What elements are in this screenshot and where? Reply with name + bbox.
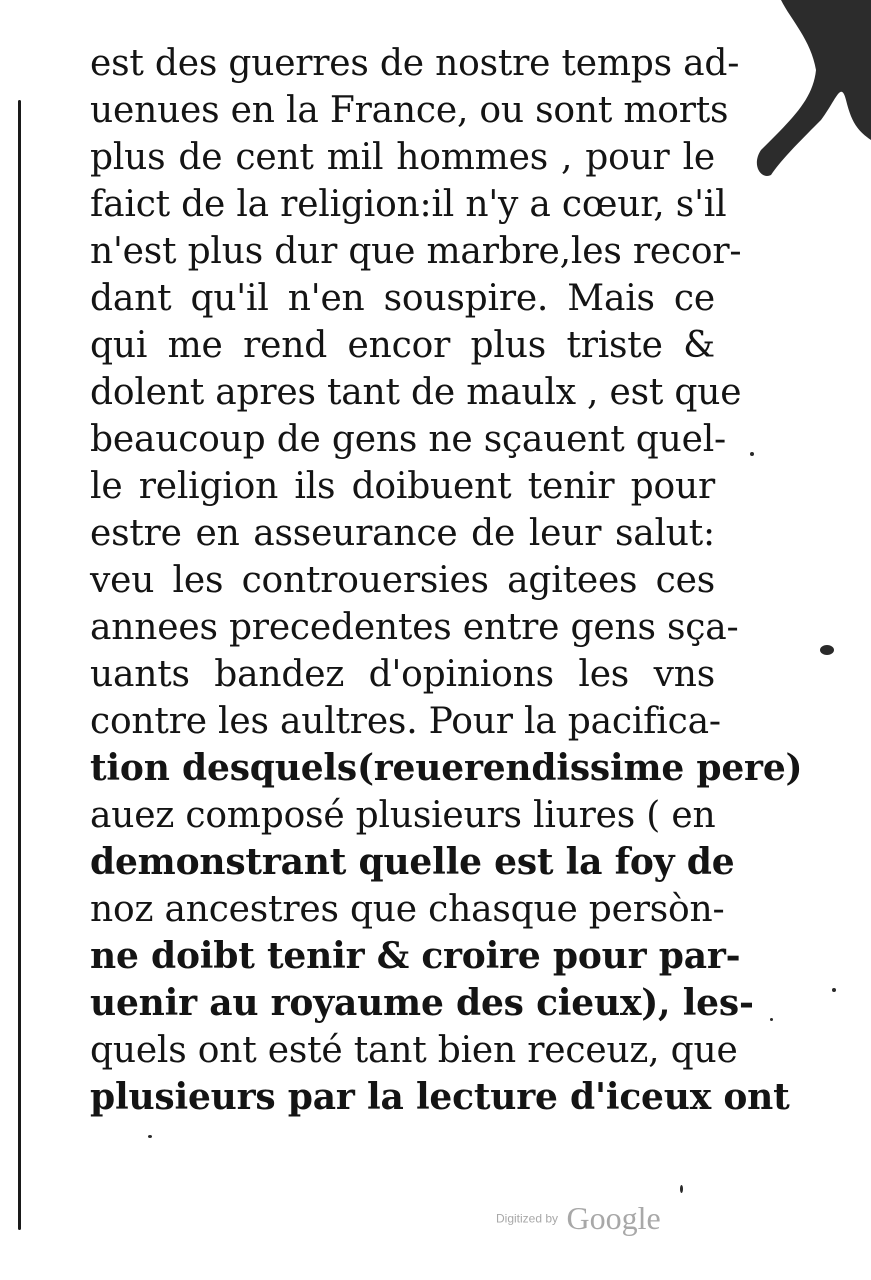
ink-speck (820, 645, 834, 655)
text-line-19: noz ancestres que chasque persòn- (90, 889, 725, 930)
ink-speck (750, 452, 754, 456)
text-line-4: faict de la religion:il n'y a cœur, s'il (90, 184, 727, 225)
watermark-prefix: Digitized by (496, 1211, 559, 1226)
text-line-2: uenues en la France, ou sont morts (90, 90, 729, 131)
text-line-23: plusieurs par la lecture d'iceux ont (90, 1076, 790, 1118)
text-line-15: contre les aultres. Pour la pacifica- (90, 701, 721, 742)
text-line-7: qui me rend encor plus triste & (90, 325, 715, 366)
ink-speck (680, 1185, 683, 1193)
ink-blot-mark (721, 0, 871, 200)
text-line-5: n'est plus dur que marbre,les recor- (90, 231, 742, 272)
ink-speck (832, 988, 836, 992)
ink-speck (770, 1018, 773, 1021)
google-logo: Google (566, 1200, 661, 1236)
text-line-16: tion desquels(reuerendissime pere) (90, 747, 803, 789)
text-line-9: beaucoup de gens ne sçauent quel- (90, 419, 726, 460)
text-line-10: le religion ils doibuent tenir pour (90, 466, 715, 507)
text-line-20: ne doibt tenir & croire pour par- (90, 935, 741, 977)
digitized-watermark (496, 1200, 661, 1237)
text-line-1: est des guerres de nostre temps ad- (90, 43, 740, 84)
ink-speck (148, 1135, 152, 1138)
page-text (90, 40, 803, 1121)
text-line-13: annees precedentes entre gens sça- (90, 607, 739, 648)
text-line-18: demonstrant quelle est la foy de (90, 841, 735, 883)
text-line-6: dant qu'il n'en souspire. Mais ce (90, 278, 715, 319)
text-line-12: veu les controuersies agitees ces (90, 560, 715, 601)
text-line-21: uenir au royaume des cieux), les- (90, 982, 754, 1024)
text-line-22: quels ont esté tant bien receuz, que (90, 1030, 738, 1071)
text-line-11: estre en asseurance de leur salut: (90, 513, 715, 554)
text-line-8: dolent apres tant de maulx , est que (90, 372, 742, 413)
text-line-3: plus de cent mil hommes , pour le (90, 137, 715, 178)
page-edge-rule (18, 100, 21, 1230)
text-line-17: auez composé plusieurs liures ( en (90, 795, 716, 836)
text-line-14: uants bandez d'opinions les vns (90, 654, 715, 695)
